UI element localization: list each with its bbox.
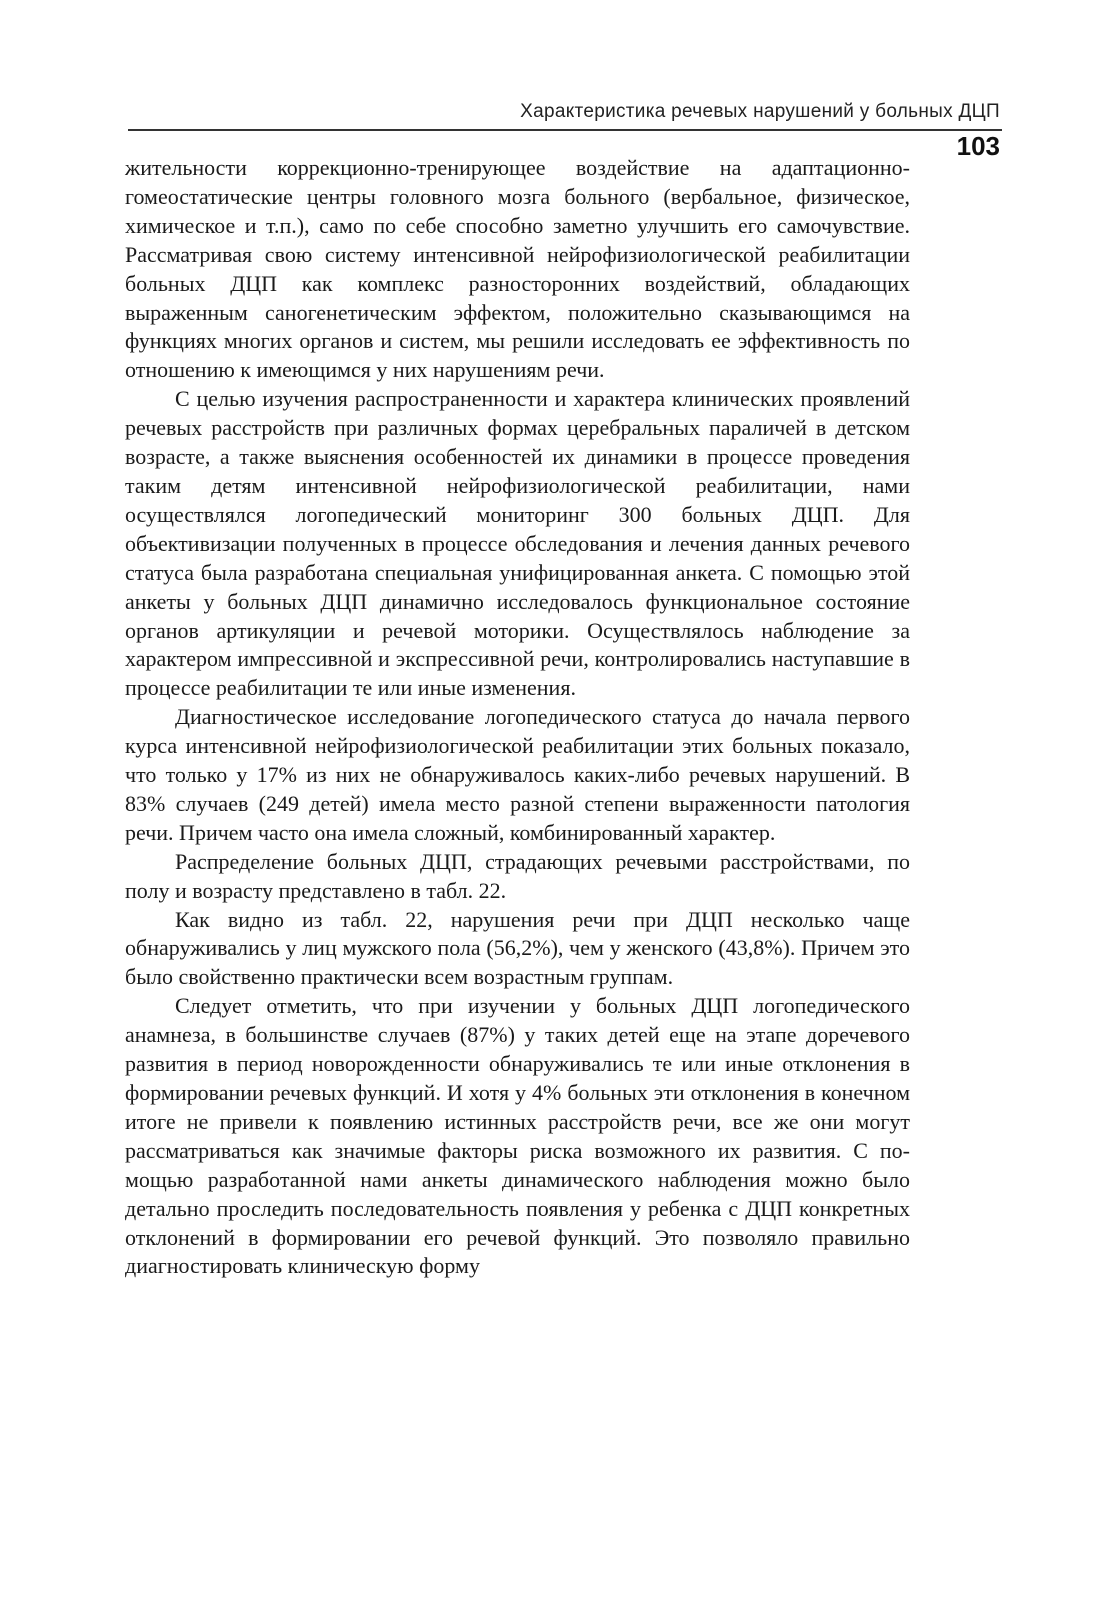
- paragraph: С целью изучения распространенности и характера клинических проявлений речевых расстройств при различных формах церебральных параличей в детском возрасте, а также выяснения особенностей их динамики в процессе проведения таким детям интенсивной нейрофизиологической реабилитации, нами осуществлялся логопедический мониторинг 300 больных ДЦП. Для объективизации полученных в процессе обследования и лечения данных речевого статуса была разработана специальная унифицированная анкета. С помощью этой анкеты у больных ДЦП динамично исследовалось функциональное состояние органов артикуляции и речевой моторики. Осуществлялось наблюдение за характером импрессивной и экспрессивной речи, контролировались наступавшие в процессе реабилитации те или иные изменения.: [125, 386, 910, 701]
- paragraph: Как видно из табл. 22, нарушения речи при ДЦП несколько чаще обнаруживались у лиц мужского пола (56,2%), чем у женского (43,8%). Причем это было свойственно практически всем возрастным группам.: [125, 906, 910, 990]
- body-text: [125, 154, 910, 1281]
- running-header-title: Характеристика речевых нарушений у больных ДЦП: [520, 101, 1000, 122]
- paragraph: Распределение больных ДЦП, страдающих речевыми расстройствами, по полу и возрасту представлено в табл. 22.: [125, 848, 910, 903]
- paragraph: Диагностическое исследование логопедического статуса до начала первого курса интенсивной нейрофизиологической реабилитации этих больных показало, что только у 17% из них не обнаруживалось каких-либо речевых нарушений. В 83% случаев (249 детей) имела место разной степени выраженности патология речи. Причем часто она имела сложный, комбинированный характер.: [125, 704, 910, 845]
- page-number: 103: [956, 131, 1000, 161]
- paragraph: Следует отметить, что при изучении у больных ДЦП логопедического анамнеза, в большинстве случаев (87%) у таких детей еще на этапе доречевого развития в период новорожденности обнаруживались те или иные отклонения в формировании речевых функций. И хотя у 4% больных эти отклонения в конечном итоге не привели к появлению истинных расстройств речи, все же они могут рассматриваться как значимые факторы риска возможного их развития. С помощью разработанной нами анкеты динамического наблюдения можно было детально проследить последовательность появления у ребенка с ДЦП конкретных отклонений в формировании его речевой функций. Это позволяло правильно диагностировать клиническую форму: [125, 993, 910, 1279]
- header-rule: [128, 129, 1002, 131]
- paragraph-continuation: жительности коррекционно-тренирующее воздействие на адаптационно-гомеостатические центры головного мозга больного (вербальное, физическое, химическое и т.п.), само по себе способно заметно улучшить его самочувствие. Рассматривая свою систему интенсивной нейрофизиологической реабилитации больных ДЦП как комплекс разносторонних воздействий, обладающих выраженным саногенетическим эффектом, положительно сказывающимся на функциях многих органов и систем, мы решили исследовать ее эффективность по отношению к имеющимся у них нарушениям речи.: [125, 155, 910, 383]
